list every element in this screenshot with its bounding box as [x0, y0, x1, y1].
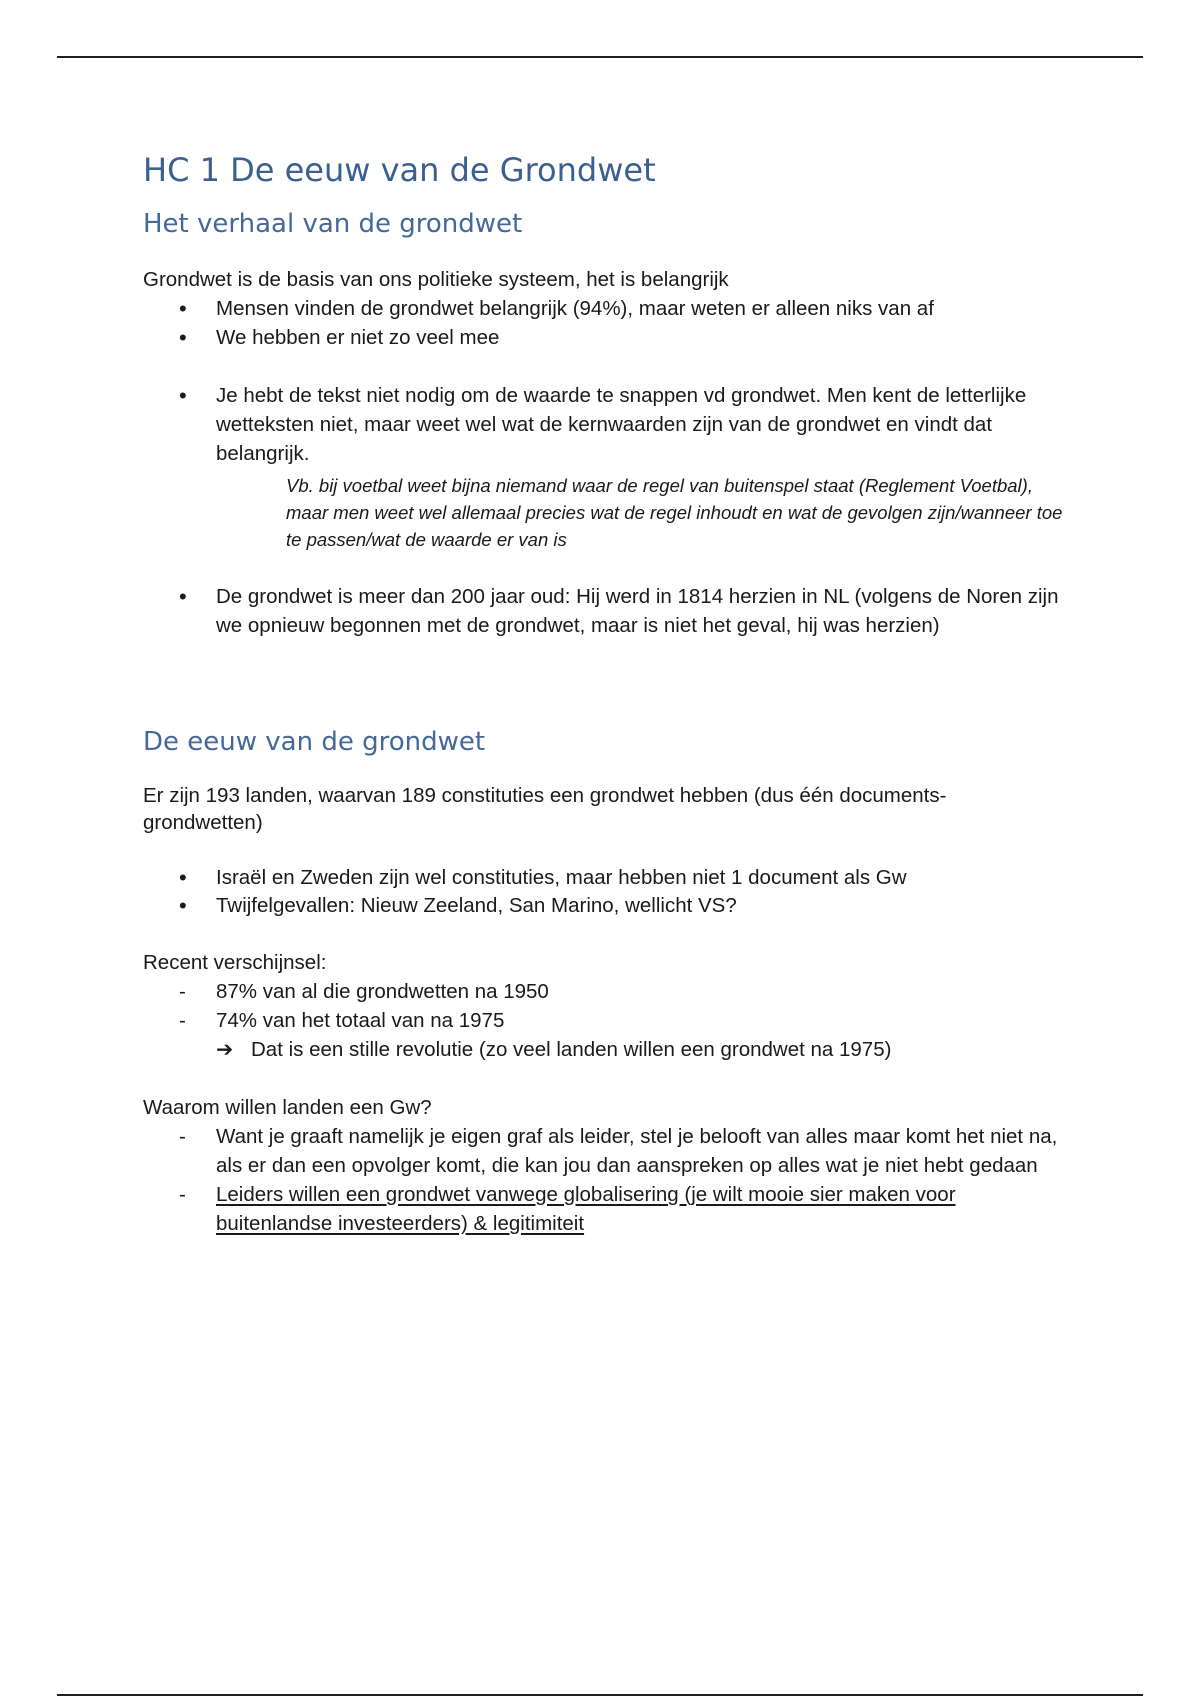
section1-bullets-a — [143, 294, 1063, 352]
why-label: Waarom willen landen een Gw? — [143, 1096, 432, 1119]
document-title: HC 1 De eeuw van de Grondwet — [143, 151, 656, 189]
section1-intro: Grondwet is de basis van ons politieke systeem, het is belangrijk — [143, 267, 729, 291]
section2-bullets — [143, 864, 1063, 920]
dash-marker — [179, 1006, 186, 1035]
list-item: - 87% van al die grondwetten na 1950 — [143, 977, 1063, 1006]
dash-marker — [179, 1180, 186, 1209]
bullet-marker — [179, 294, 187, 324]
section1-bullets-c — [143, 582, 1063, 640]
dash-marker — [179, 1122, 186, 1151]
list-item: - 74% van het totaal van na 1975 — [143, 1006, 1063, 1035]
bullet-marker — [179, 381, 187, 411]
list-item: • De grondwet is meer dan 200 jaar oud: Hij werd in 1814 herzien in NL (volgens de Noren zijn we opnieuw begonnen met de grondwet, maar is niet het geval, hij was herzien) — [143, 582, 1063, 640]
arrow-conclusion: ➔ Dat is een stille revolutie (zo veel landen willen een grondwet na 1975) — [143, 1035, 1063, 1064]
list-item: • Israël en Zweden zijn wel constituties, maar hebben niet 1 document als Gw — [143, 864, 1063, 892]
list-item: - Leiders willen een grondwet vanwege globalisering (je wilt mooie sier maken voor buitenlandse investeerders) & legitimiteit — [143, 1180, 1063, 1238]
arrow-right-icon: ➔ — [216, 1038, 234, 1061]
footer-rule — [57, 1694, 1143, 1696]
document-page — [143, 150, 1063, 1238]
recent-label: Recent verschijnsel: — [143, 951, 327, 974]
list-item: • Je hebt de tekst niet nodig om de waarde te snappen vd grondwet. Men kent de letterlijke wetteksten niet, maar weet wel wat de kernwaarden zijn van de grondwet en vindt dat belangrijk. — [143, 381, 1063, 468]
list-item: • We hebben er niet zo veel mee — [143, 323, 1063, 352]
header-rule — [57, 56, 1143, 58]
bullet-marker — [179, 892, 187, 921]
example-note: Vb. bij voetbal weet bijna niemand waar de regel van buitenspel staat (Reglement Voetbal), maar men weet wel allemaal precies wat de regel inhoudt en wat de gevolgen zijn/wanneer toe te passen/wat de waarde er van is — [286, 474, 1063, 550]
list-item: - Want je graaft namelijk je eigen graf als leider, stel je belooft van alles maar komt het niet na, als er dan een opvolger komt, die kan jou dan aanspreken op alles wat je niet hebt gedaan — [143, 1122, 1063, 1180]
bullet-marker — [179, 582, 187, 612]
bullet-marker — [179, 323, 187, 353]
list-item: • Twijfelgevallen: Nieuw Zeeland, San Marino, wellicht VS? — [143, 892, 1063, 920]
section2-intro: Er zijn 193 landen, waarvan 189 constituties een grondwet hebben (dus één documents-grondwetten) — [143, 784, 947, 834]
bullet-marker — [179, 864, 187, 893]
section-heading-eeuw: De eeuw van de grondwet — [143, 726, 486, 757]
section1-bullets-b — [143, 381, 1063, 468]
list-item: • Mensen vinden de grondwet belangrijk (94%), maar weten er alleen niks van af — [143, 294, 1063, 323]
dash-marker — [179, 977, 186, 1006]
section-heading-verhaal: Het verhaal van de grondwet — [143, 209, 523, 239]
why-list — [143, 1122, 1063, 1238]
recent-list — [143, 977, 1063, 1035]
